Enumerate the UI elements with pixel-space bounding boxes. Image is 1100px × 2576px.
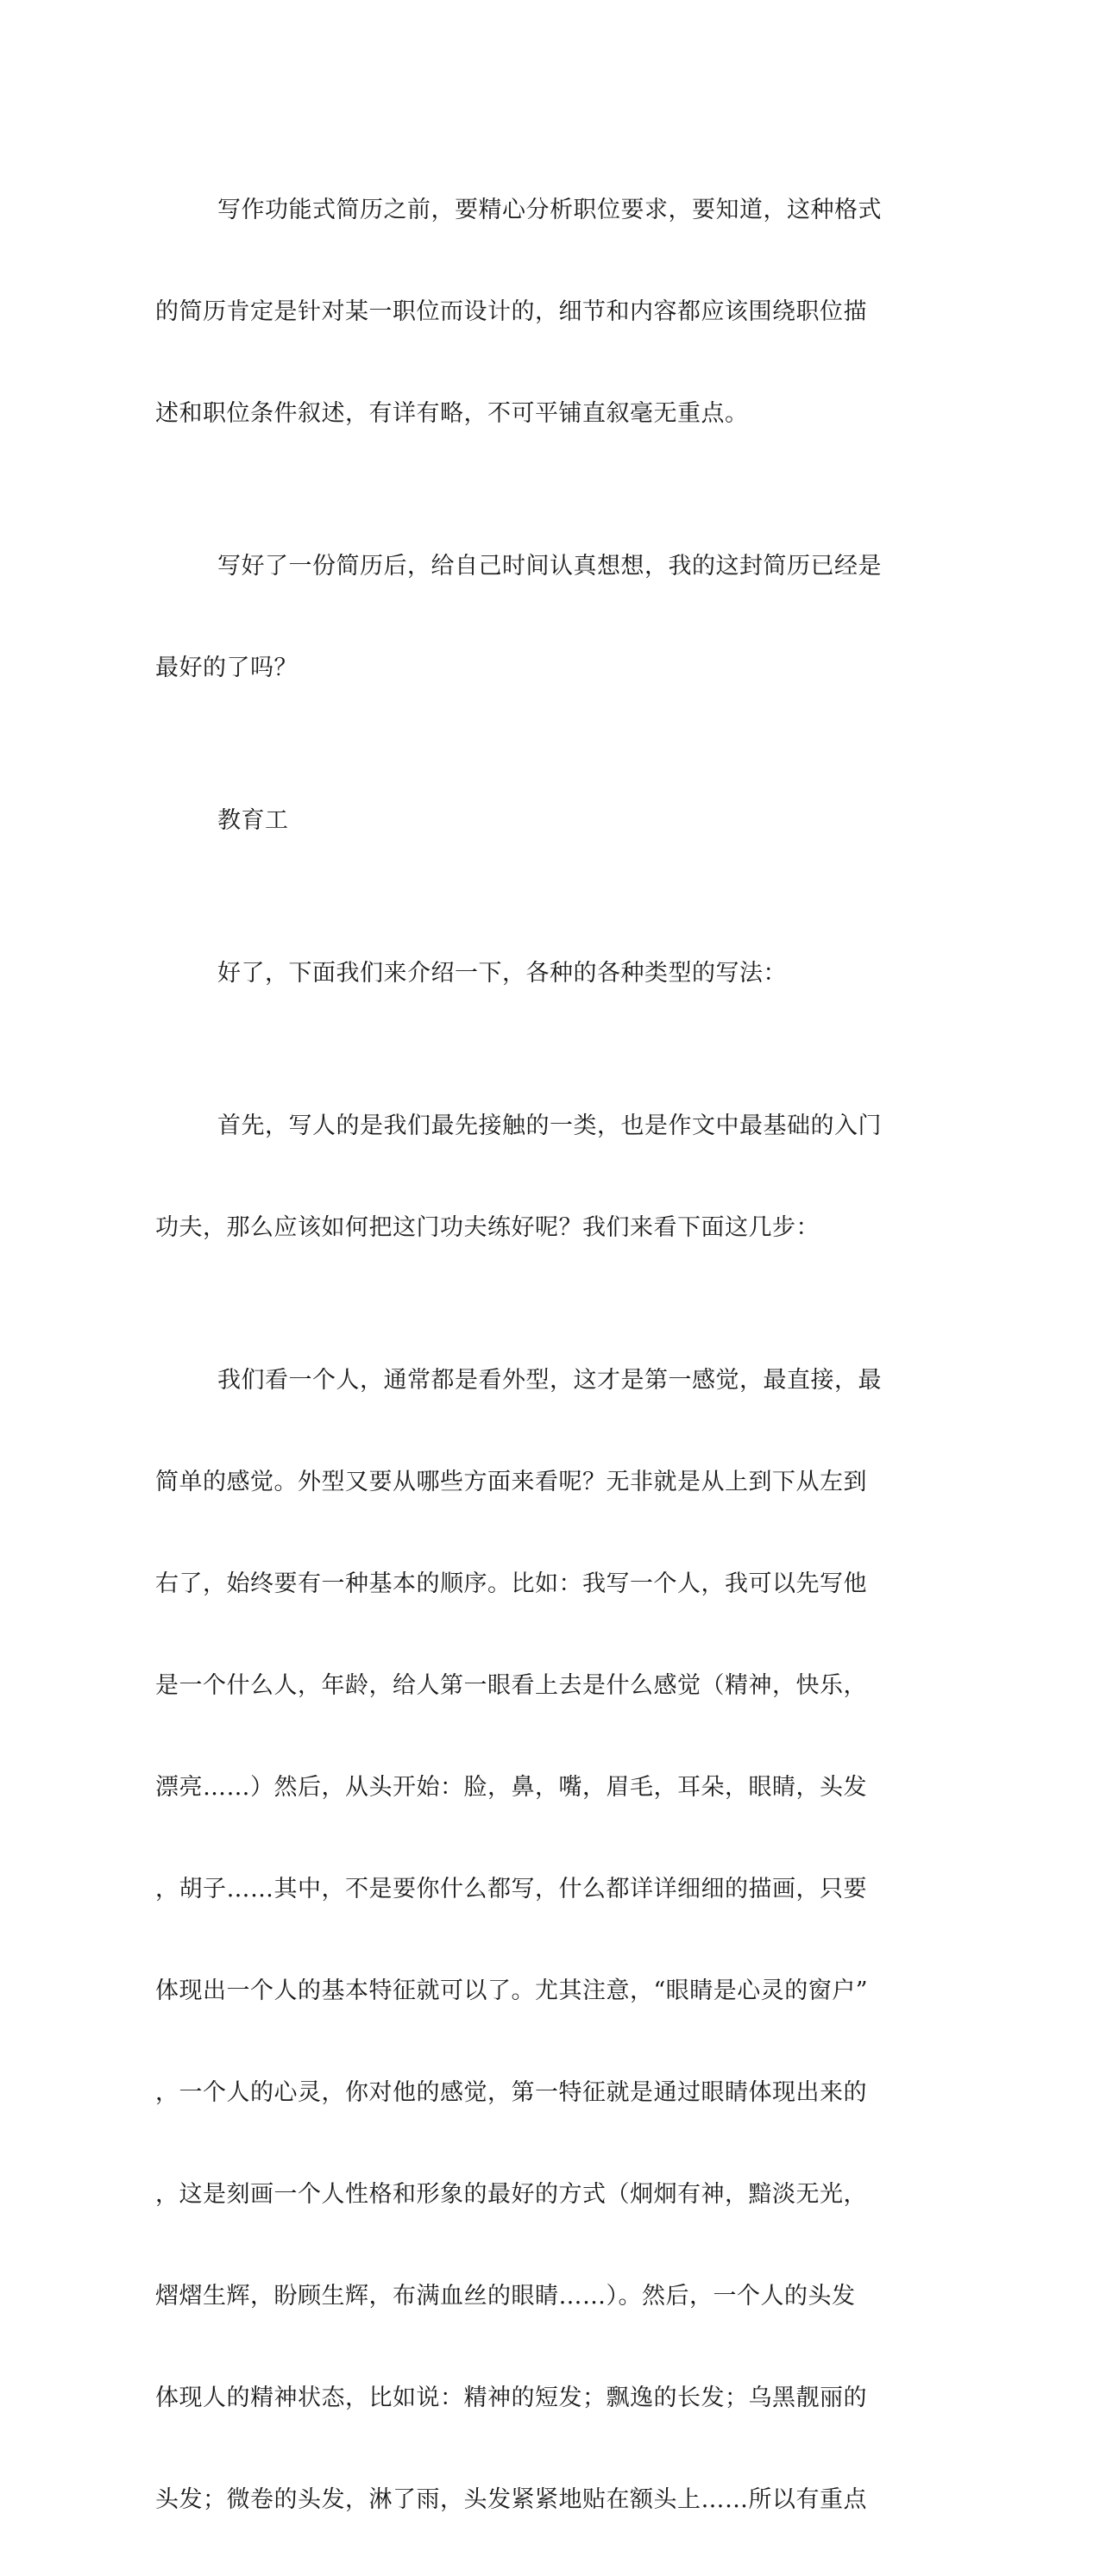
text-line: 功夫，那么应该如何把这门功夫练好呢？我们来看下面这几步： xyxy=(155,1214,820,1241)
document-body xyxy=(155,134,897,2576)
text-line: 体现出一个人的基本特征就可以了。尤其注意，“眼睛是心灵的窗户” xyxy=(155,1977,869,2004)
text-line: 最好的了吗？ xyxy=(155,655,298,681)
text-line: 简单的感觉。外型又要从哪些方面来看呢？无非就是从上到下从左到 xyxy=(155,1469,867,1495)
text-line: ，一个人的心灵，你对他的感觉，第一特征就是通过眼睛体现出来的 xyxy=(155,2079,867,2106)
text-line: 我们看一个人，通常都是看外型，这才是第一感觉，最直接，最 xyxy=(217,1367,882,1394)
text-line: 体现人的精神状态，比如说：精神的短发；飘逸的长发；乌黑靓丽的 xyxy=(155,2385,867,2411)
text-line: ，胡子……其中，不是要你什么都写，什么都详详细细的描画，只要 xyxy=(155,1876,867,1902)
text-line: 述和职位条件叙述，有详有略，不可平铺直叙毫无重点。 xyxy=(155,400,749,427)
text-line: ，这是刻画一个人性格和形象的最好的方式（炯炯有神，黯淡无光， xyxy=(155,2181,867,2208)
paragraph xyxy=(155,1050,897,1304)
text-line: 漂亮……）然后，从头开始：脸，鼻，嘴，眉毛，耳朵，眼睛，头发 xyxy=(155,1774,867,1801)
text-line: 好了，下面我们来介绍一下，各种的各种类型的写法： xyxy=(217,960,787,987)
text-line: 是一个什么人，年龄，给人第一眼看上去是什么感觉（精神，快乐， xyxy=(155,1672,867,1699)
text-line: 首先，写人的是我们最先接触的一类，也是作文中最基础的入门 xyxy=(217,1113,882,1139)
paragraph xyxy=(155,744,897,897)
paragraph xyxy=(155,897,897,1050)
text-line: 写好了一份简历后，给自己时间认真想想，我的这封简历已经是 xyxy=(217,553,882,580)
text-line: 教育工 xyxy=(217,807,289,834)
paragraph xyxy=(155,134,897,490)
text-line: 头发；微卷的头发，淋了雨，头发紧紧地贴在额头上……所以有重点 xyxy=(155,2486,867,2513)
paragraph xyxy=(155,1304,897,2576)
text-line: 熠熠生辉，盼顾生辉，布满血丝的眼睛……）。然后，一个人的头发 xyxy=(155,2283,856,2310)
text-line: 写作功能式简历之前，要精心分析职位要求，要知道，这种格式 xyxy=(217,197,882,223)
text-line: 的简历肯定是针对某一职位而设计的，细节和内容都应该围绕职位描 xyxy=(155,298,867,325)
paragraph xyxy=(155,490,897,744)
text-line: 右了，始终要有一种基本的顺序。比如：我写一个人，我可以先写他 xyxy=(155,1570,867,1597)
